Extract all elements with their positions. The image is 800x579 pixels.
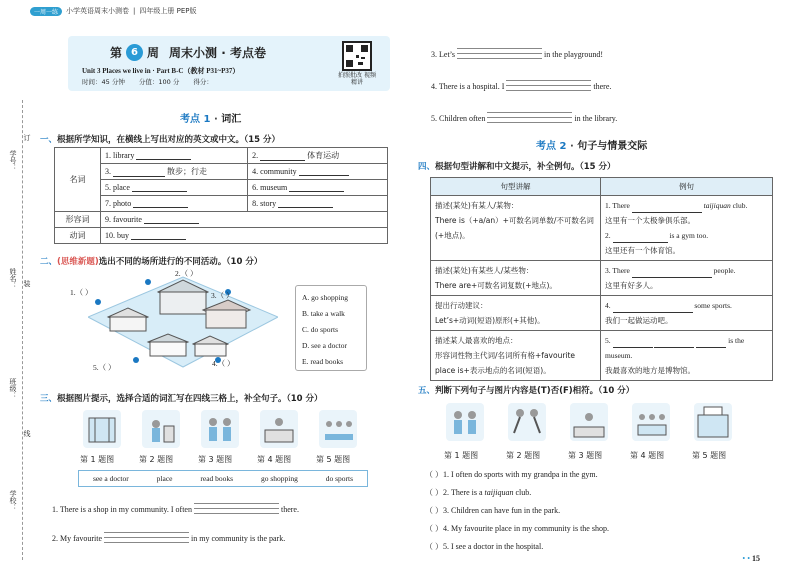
tf-question-3[interactable]: （ ）3. Children can have fun in the park.: [425, 506, 561, 515]
answer-blank[interactable]: [260, 152, 305, 161]
word-bank: [78, 470, 368, 487]
answer-blank[interactable]: [113, 168, 165, 177]
binding-mark-1: 订: [23, 134, 31, 141]
picture-3: [201, 410, 239, 448]
week-number: 6: [126, 44, 143, 61]
cat-adj: 形容词: [55, 212, 101, 228]
scene-blank-1[interactable]: 1.（ ）: [70, 288, 93, 297]
cat-verb: 动词: [55, 228, 101, 244]
tf-question-5[interactable]: （ ）5. I see a doctor in the hospital.: [425, 542, 544, 551]
answer-blank[interactable]: [144, 215, 199, 224]
binding-strip: [0, 100, 30, 560]
section-5-pictures: [446, 403, 732, 441]
kp1-heading: 考点 1 · 词汇: [180, 114, 242, 125]
picture-2: [142, 410, 180, 448]
scan-caption: 拍照批改 视频精讲: [338, 72, 376, 87]
s3-question-1: 1. There is a shop in my community. I often there.: [52, 499, 299, 514]
scene-blank-3[interactable]: 3.（ ）: [211, 291, 234, 300]
section-2-heading: 二、(思维新题)选出不同的场所进行的不同活动。（10 分）: [40, 257, 263, 267]
four-line-blank[interactable]: [104, 528, 189, 543]
section-5-heading: 五、判断下列句子与图片内容是(T)否(F)相符。（10 分）: [418, 386, 635, 396]
scene-blank-4[interactable]: 4.（ ）: [212, 359, 235, 368]
word-option: place: [156, 474, 173, 483]
answer-blank[interactable]: [132, 183, 187, 192]
book-title: 小学英语周末小测卷: [66, 7, 130, 15]
time-label: 时间：45 分钟: [82, 78, 125, 86]
binding-mark-2: 装: [23, 280, 31, 287]
picture-1: [446, 403, 484, 441]
answer-blank[interactable]: [696, 339, 726, 348]
vocab-table: 名词 1. library 2. 体育运动 3. 散步；行走 4. community 5. place 6. museum 7. photo 8. story 形容词 9. favourite 动词 10. buy: [54, 147, 388, 244]
scene-blank-5[interactable]: 5.（ ）: [93, 363, 116, 372]
picture-3: [570, 403, 608, 441]
student-id-label: 学号：: [9, 150, 17, 171]
name-label: 姓名：: [9, 268, 17, 289]
scene-blank-2[interactable]: 2.（ ）: [175, 269, 198, 278]
series-tag: 一周一练: [30, 7, 62, 16]
four-line-blank[interactable]: [487, 108, 572, 123]
s3-question-2: 2. My favourite in my community is the park.: [52, 528, 285, 543]
answer-blank[interactable]: [632, 204, 702, 213]
pic-label-4: 第 4 题图: [257, 455, 292, 464]
s3-question-5: 5. Children often in the library.: [431, 108, 617, 123]
meta-line: [82, 77, 213, 86]
pic-label-5: 第 5 题图: [316, 455, 351, 464]
word-option: do sports: [325, 474, 354, 483]
pic5-label-3: 第 3 题图: [568, 451, 603, 460]
picture-5: [694, 403, 732, 441]
score-label: 分值：100 分: [138, 78, 180, 86]
answer-blank[interactable]: [289, 183, 344, 192]
picture-4: [260, 410, 298, 448]
option-c: C. do sports: [302, 325, 339, 334]
tf-question-4[interactable]: （ ）4. My favourite place in my community is the shop.: [425, 524, 609, 533]
page-number: • • 15: [742, 554, 760, 563]
picture-1: [83, 410, 121, 448]
answer-blank[interactable]: [613, 304, 693, 313]
pic5-label-5: 第 5 题图: [692, 451, 727, 460]
binding-mark-3: 线: [23, 430, 31, 437]
unit-line: Unit 3 Places we live in · Part B-C（教材 P31~P37）: [82, 67, 240, 75]
answer-blank[interactable]: [131, 231, 186, 240]
quiz-title: 周末小测 · 考点卷: [169, 46, 266, 60]
option-b: B. take a walk: [302, 309, 345, 318]
section-1-heading: 一、根据所学知识，在横线上写出对应的英文或中文。（15 分）: [40, 135, 281, 145]
option-e: E. read books: [302, 357, 344, 366]
kp2-heading: 考点 2 · 句子与情景交际: [536, 141, 648, 152]
pattern-table: 句型讲解 例句 描述(某处)有某人/某物： There is（+a/an）+可数名词单数/不可数名词(+地点)。 1. There taijiquan club. 这里有一个太极拳俱乐部。 2. is a gym too. 这里还有一个体育馆。 描述(某处)有某些人/某些物： There are+可数名词复数(+地点)。 3. There people. 这里有好多人。 提出行动建议： Let’s+动词(短语)原形(+其他)。 4. some sports. 我们一起做运动吧。 描述某人最喜欢的地点： 形容词性物主代词/名词所有格+favourite place is+表示地点的名词(短语)。 5. is the museum. 我最喜欢的地方是博物馆。: [430, 177, 773, 381]
four-line-blank[interactable]: [506, 76, 591, 91]
tf-question-2[interactable]: （ ）2. There is a taijiquan club.: [425, 488, 532, 497]
word-option: go shopping: [260, 474, 298, 483]
tf-question-1[interactable]: （ ）1. I often do sports with my grandpa in the gym.: [425, 470, 598, 479]
title-box: 第 6 周 周末小测 · 考点卷 Unit 3 Places we live in · Part B-C（教材 P31~P37） 时间：45 分钟 分值：100 分 得分： 拍照批改 视频精讲: [68, 36, 390, 91]
answer-blank[interactable]: [299, 167, 349, 176]
answer-blank[interactable]: [654, 339, 694, 348]
pic-label-3: 第 3 题图: [198, 455, 233, 464]
picture-2: [508, 403, 546, 441]
col-header-pattern: 句型讲解: [431, 178, 601, 196]
word-option: read books: [200, 474, 234, 483]
s3-question-4: 4. There is a hospital. I there.: [431, 76, 611, 91]
got-label: 得分：: [193, 78, 213, 86]
answer-blank[interactable]: [278, 199, 333, 208]
col-header-example: 例句: [601, 178, 773, 196]
picture-4: [632, 403, 670, 441]
section-3-heading: 三、根据图片提示，选择合适的词汇写在四线三格上，补全句子。（10 分）: [40, 394, 323, 404]
answer-blank[interactable]: [613, 339, 653, 348]
pic-label-2: 第 2 题图: [139, 455, 174, 464]
options-box: [295, 285, 367, 371]
class-label: 班级：: [9, 378, 17, 399]
school-label: 学校：: [9, 490, 17, 511]
section-4-heading: 四、根据句型讲解和中文提示，补全例句。（15 分）: [418, 162, 616, 172]
pic5-label-1: 第 1 题图: [444, 451, 479, 460]
s3-question-3: 3. Let’s in the playground!: [431, 44, 603, 59]
four-line-blank[interactable]: [194, 499, 279, 514]
section-3-pictures: [83, 410, 378, 448]
community-map-illustration: [88, 272, 278, 370]
edition: 四年级上册 PEP版: [139, 7, 197, 15]
answer-blank[interactable]: [632, 269, 712, 278]
answer-blank[interactable]: [136, 151, 191, 160]
pic5-label-4: 第 4 题图: [630, 451, 665, 460]
four-line-blank[interactable]: [457, 44, 542, 59]
qr-code-icon[interactable]: [342, 41, 372, 71]
pic-label-1: 第 1 题图: [80, 455, 115, 464]
option-d: D. see a doctor: [302, 341, 347, 350]
answer-blank[interactable]: [613, 234, 668, 243]
option-a: A. go shopping: [302, 293, 349, 302]
pic5-label-2: 第 2 题图: [506, 451, 541, 460]
answer-blank[interactable]: [133, 199, 188, 208]
word-option: see a doctor: [92, 474, 129, 483]
picture-5: [319, 410, 357, 448]
page-header: 一周一练 小学英语周末小测卷 | 四年级上册 PEP版: [30, 6, 196, 16]
cat-noun: 名词: [55, 148, 101, 212]
